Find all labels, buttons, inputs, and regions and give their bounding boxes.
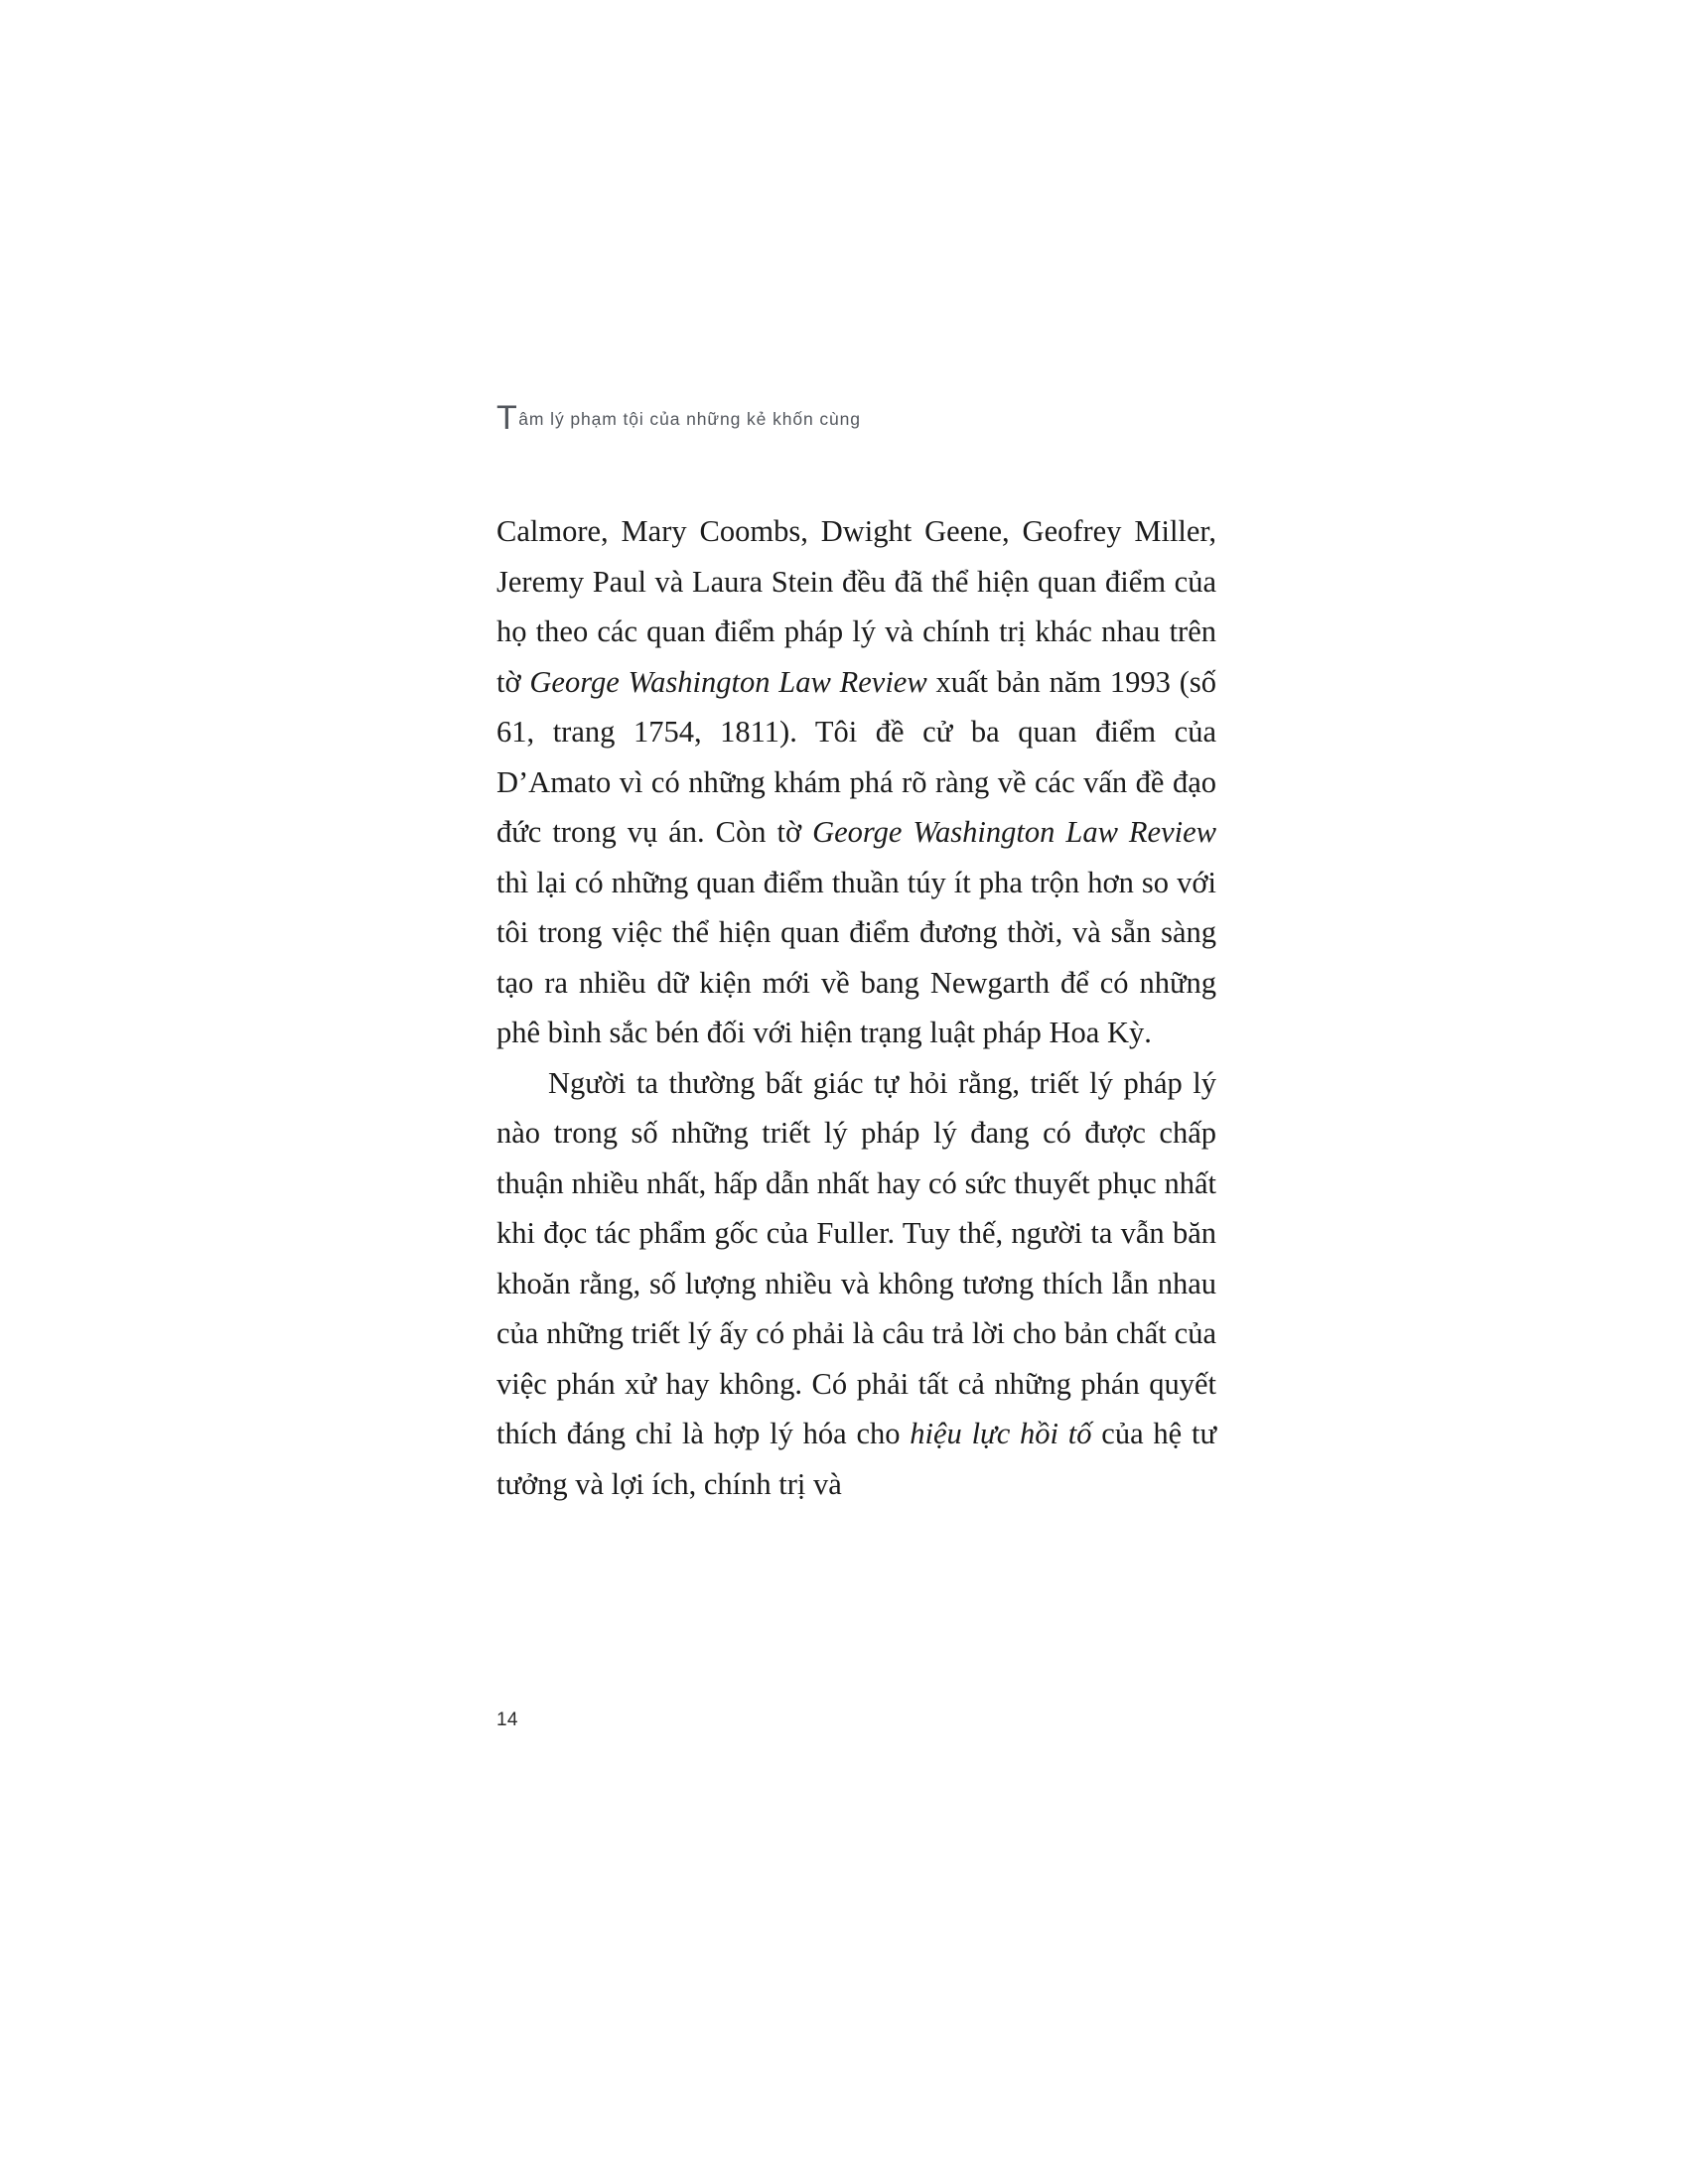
italic-run: hiệu lực hồi tố [910, 1417, 1092, 1450]
paragraph-2 [496, 1058, 1216, 1510]
running-head [496, 397, 1216, 437]
italic-run: George Washington Law Review [812, 815, 1216, 849]
text-run: Người ta thường bất giác tự hỏi rằng, triết lý pháp lý nào trong số những triết lý pháp lý đang có được chấp thuận nhiều nhất, hấp dẫn nhất hay có sức thuyết phục nhất khi đọc tác phẩm gốc của Fuller. Tuy thế, người ta vẫn băn khoăn rằng, số lượng nhiều và không tương thích lẫn nhau của những triết lý ấy có phải là câu trả lời cho bản chất của việc phán xử hay không. Có phải tất cả những phán quyết thích đáng chỉ là hợp lý hóa cho [496, 1065, 1216, 1450]
text-run: xuất bản năm 1993 (số 61, trang 1754, 1811). Tôi đề cử ba quan điểm của D’Amato vì có những khám phá rõ ràng về các vấn đề đạo đức trong vụ án. Còn tờ [496, 664, 1216, 849]
running-head-title: âm lý phạm tội của những kẻ khốn cùng [518, 409, 861, 429]
italic-run: George Washington Law Review [529, 664, 927, 699]
body-text [496, 506, 1216, 1509]
text-run: của hệ tư tưởng và lợi ích, chính trị và [496, 1417, 1216, 1501]
text-run: Calmore, Mary Coombs, Dwight Geene, Geofrey Miller, Jeremy Paul và Laura Stein đều đã thể hiện quan điểm của họ theo các quan điểm pháp lý và chính trị khác nhau trên tờ [496, 514, 1216, 699]
text-column [496, 397, 1216, 1509]
paragraph-1 [496, 506, 1216, 1058]
running-head-initial: T [496, 399, 518, 437]
text-run: thì lại có những quan điểm thuần túy ít pha trộn hơn so với tôi trong việc thể hiện quan điểm đương thời, và sẵn sàng tạo ra nhiều dữ kiện mới về bang Newgarth để có những phê bình sắc bén đối với hiện trạng luật pháp Hoa Kỳ. [496, 865, 1216, 1049]
page-number: 14 [496, 1709, 518, 1730]
